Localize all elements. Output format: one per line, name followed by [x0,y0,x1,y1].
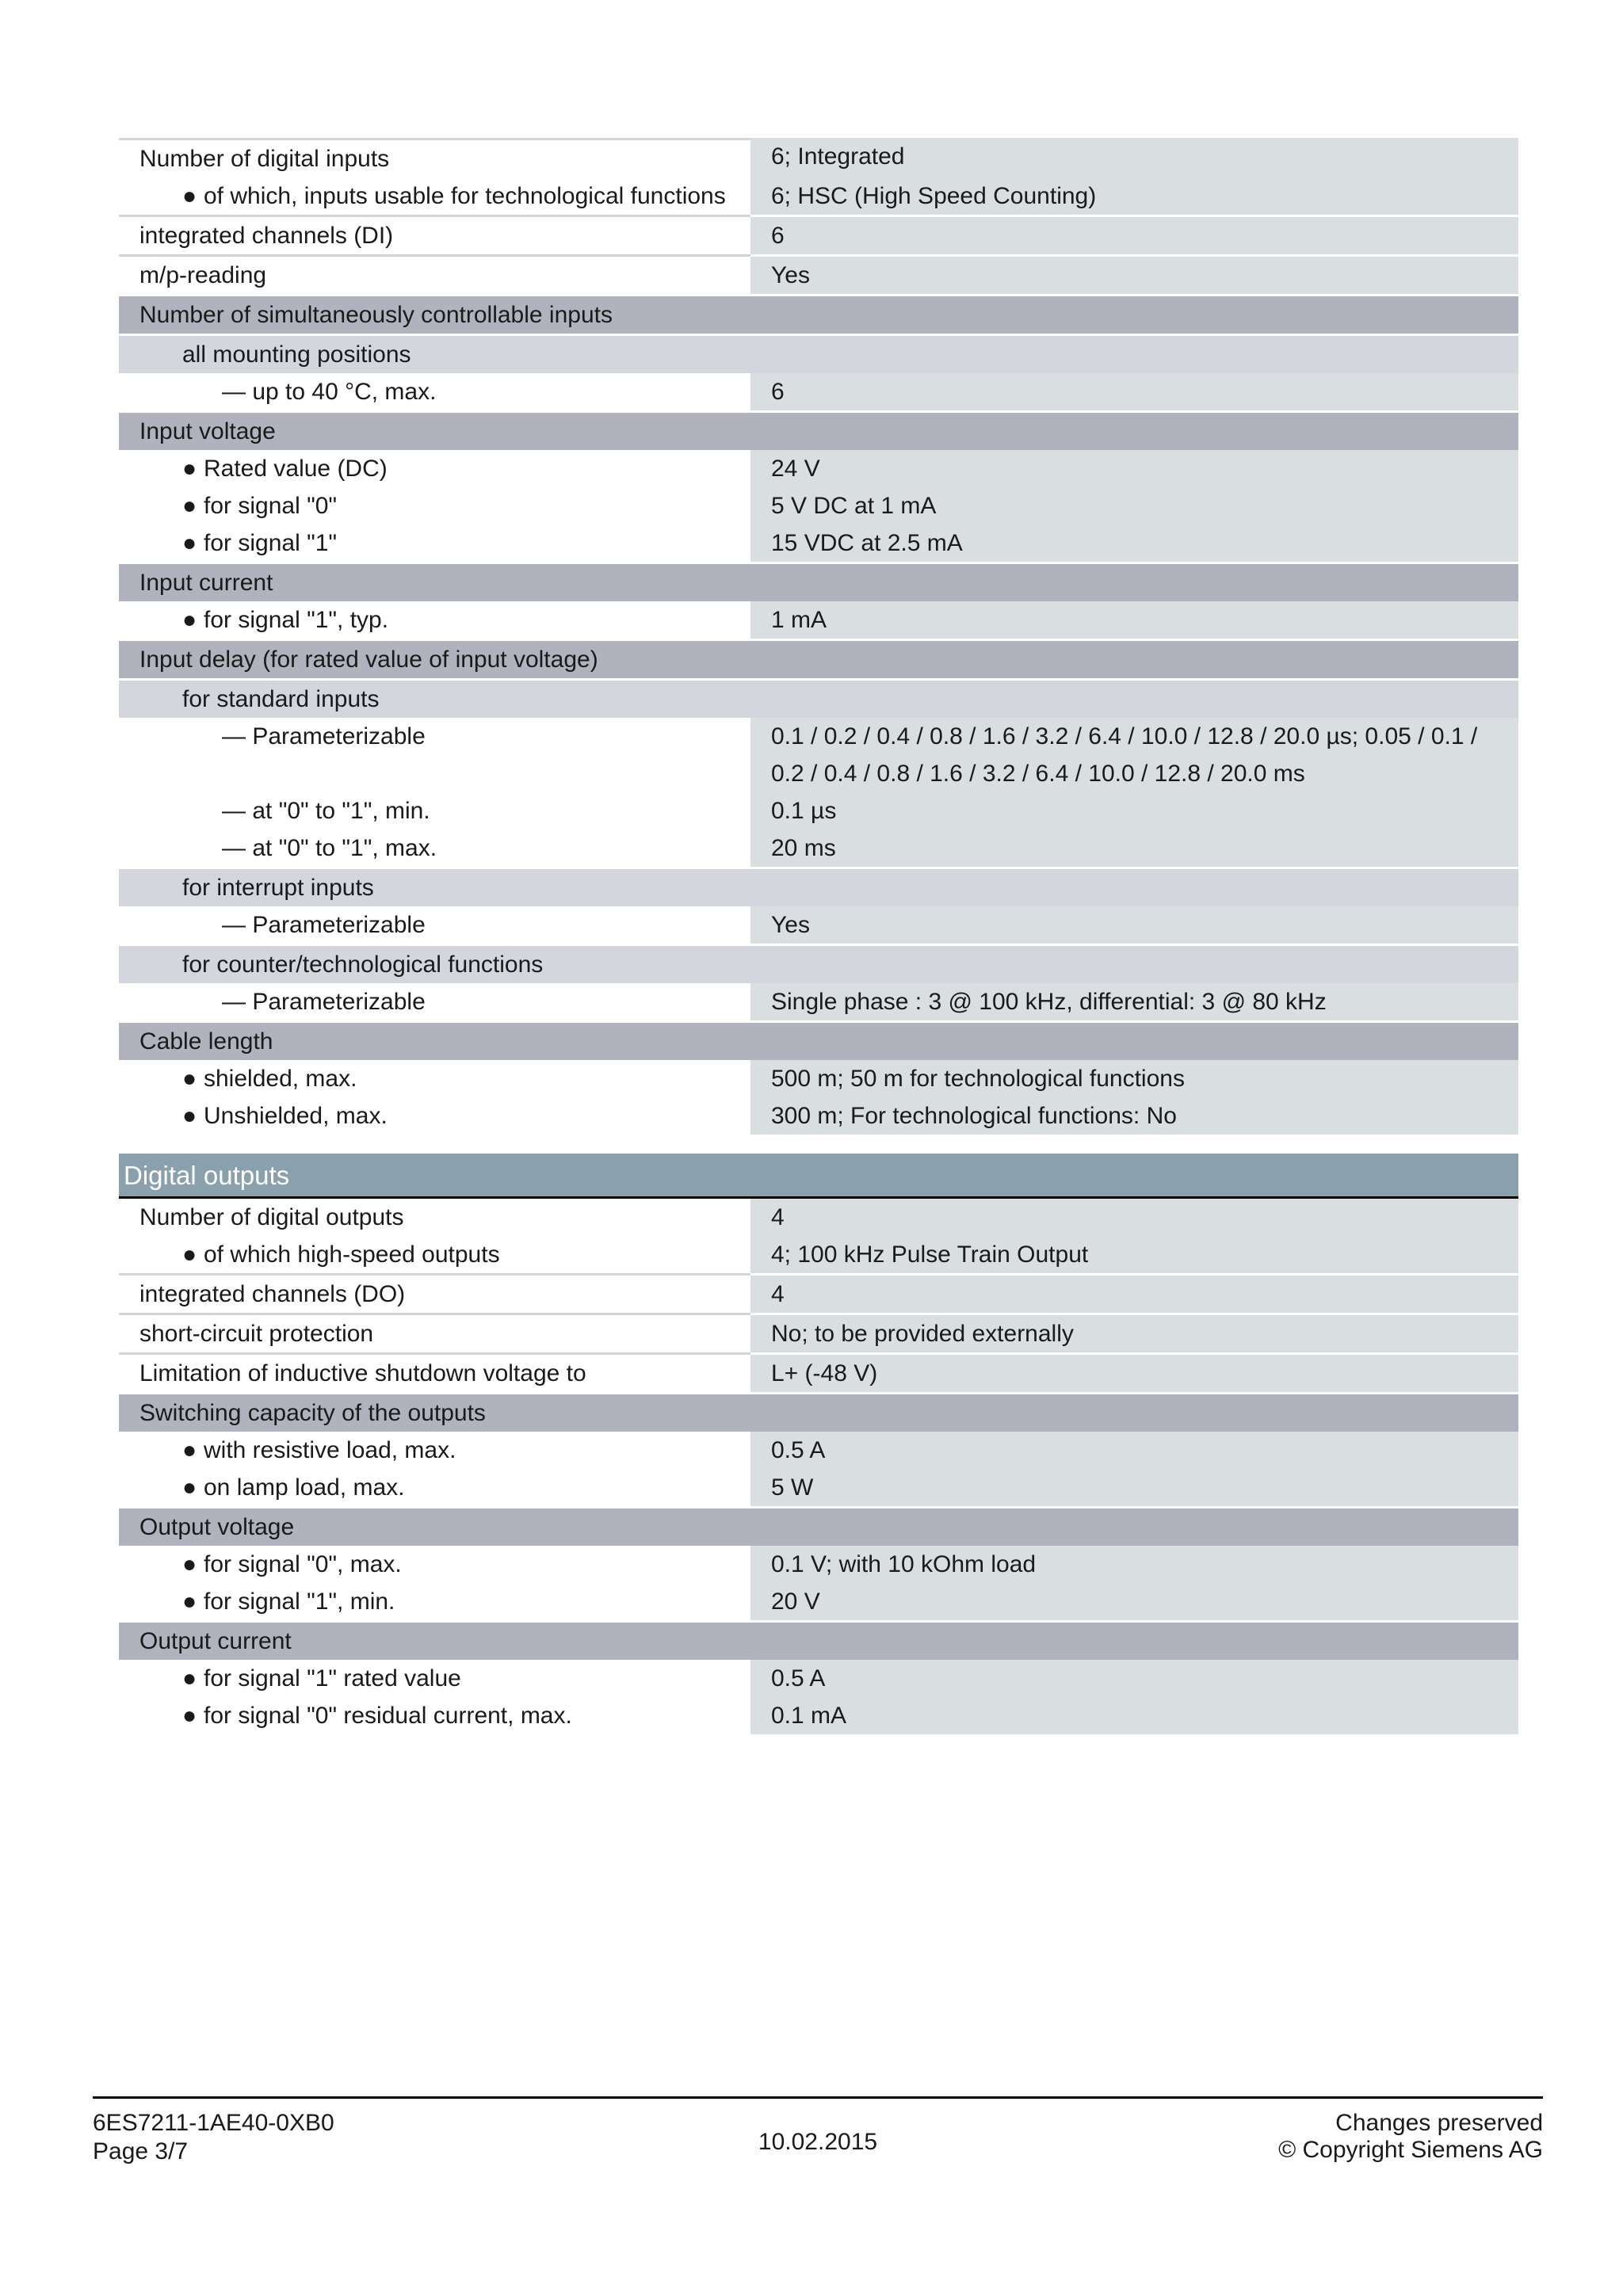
group-header-label: Output current [139,1628,292,1654]
spec-value: 500 m; 50 m for technological functions [750,1060,1518,1097]
spec-label: Number of digital inputs [119,138,750,177]
spec-label: m/p-reading [119,254,750,294]
spec-label: Number of digital outputs [139,1204,404,1230]
subgroup-header [119,944,1518,983]
bullet-icon: ● [182,1665,197,1691]
spec-value: 4 [750,1273,1518,1313]
group-header [119,1620,1518,1660]
group-header-label: Input delay (for rated value of input voltage) [139,646,598,673]
spec-label: for signal "0", max. [204,1551,402,1577]
group-header [119,410,1518,450]
group-header [119,1392,1518,1432]
spec-value: No; to be provided externally [750,1313,1518,1352]
spec-label: — at "0" to "1", min. [222,798,430,824]
page-number: Page 3/7 [93,2138,189,2164]
spec-row [119,718,1518,792]
article-number: 6ES7211-1AE40-0XB0 [93,2110,334,2136]
spec-value: 0.1 µs [750,792,1518,830]
spec-row [119,524,1518,562]
document-date: 10.02.2015 [758,2129,878,2155]
group-header [119,639,1518,678]
group-header [119,1506,1518,1546]
changes-note: Changes preserved [1335,2110,1543,2136]
spec-label: shielded, max. [204,1066,357,1092]
spec-value: 6; HSC (High Speed Counting) [750,177,1518,215]
spec-table [119,138,1518,1734]
bullet-icon: ● [182,1703,197,1729]
spec-row [119,1313,1518,1352]
spec-label: with resistive load, max. [204,1437,456,1463]
spec-value: 4 [750,1199,1518,1236]
subgroup-header-label: for counter/technological functions [182,952,544,978]
spec-row [119,1432,1518,1469]
spec-label: — Parameterizable [222,989,426,1015]
section-title-digital-outputs: Digital outputs [119,1154,1518,1199]
spec-row [119,1236,1518,1273]
spec-label: short-circuit protection [119,1313,750,1352]
spec-value: 6; Integrated [750,138,1518,177]
spec-row [119,830,1518,867]
spec-value: 6 [750,215,1518,254]
bullet-icon: ● [182,1066,197,1092]
spec-label: on lamp load, max. [204,1474,405,1501]
spec-value: 15 VDC at 2.5 mA [750,524,1518,562]
bullet-icon: ● [182,1474,197,1501]
spec-row [119,1060,1518,1097]
spec-label: for signal "1" [204,530,338,556]
spec-label: for signal "1", min. [204,1589,395,1615]
spec-row [119,373,1518,410]
group-header-label: Output voltage [139,1514,295,1540]
spec-row [119,1199,1518,1236]
group-header-label: Input voltage [139,418,276,444]
group-header [119,1020,1518,1060]
spec-row [119,487,1518,524]
spec-row [119,1352,1518,1392]
group-header-label: Input current [139,570,273,596]
spec-value: 20 ms [750,830,1518,867]
spec-row [119,1583,1518,1620]
spec-row [119,177,1518,215]
subgroup-header-label: for interrupt inputs [182,875,374,901]
spec-row [119,601,1518,639]
spec-label: for signal "0" residual current, max. [204,1703,572,1729]
bullet-icon: ● [182,456,197,482]
page-footer [93,2096,1543,2164]
spec-value: 24 V [750,450,1518,487]
spec-value: L+ (-48 V) [750,1352,1518,1392]
spec-value: 6 [750,373,1518,410]
spec-value: 5 W [750,1469,1518,1506]
spec-row [119,254,1518,294]
bullet-icon: ● [182,530,197,556]
spec-value: 0.1 V; with 10 kOhm load [750,1546,1518,1583]
bullet-icon: ● [182,183,197,209]
spec-label: Limitation of inductive shutdown voltage to [119,1352,750,1392]
spec-label: for signal "0" [204,493,338,519]
spec-value: 0.1 / 0.2 / 0.4 / 0.8 / 1.6 / 3.2 / 6.4 / 10.0 / 12.8 / 20.0 µs; 0.05 / 0.1 / 0.2 / 0.4 / 0.8 / 1.6 / 3.2 / 6.4 / 10.0 / 12.8 / 20.0 ms [750,718,1518,792]
spec-label: integrated channels (DO) [119,1273,750,1313]
spec-row [119,1273,1518,1313]
spec-value: 4; 100 kHz Pulse Train Output [750,1236,1518,1273]
spec-value: 0.1 mA [750,1697,1518,1734]
spec-row [119,792,1518,830]
spec-label: — up to 40 °C, max. [222,379,437,405]
bullet-icon: ● [182,1551,197,1577]
spec-row [119,450,1518,487]
spec-value: 5 V DC at 1 mA [750,487,1518,524]
bullet-icon: ● [182,607,197,633]
spec-row [119,1697,1518,1734]
copyright-note: © Copyright Siemens AG [1278,2137,1543,2163]
spec-row [119,1097,1518,1135]
subgroup-header-label: all mounting positions [182,341,411,368]
group-header [119,294,1518,334]
subgroup-header [119,678,1518,718]
spec-value: Yes [750,254,1518,294]
spec-label: — at "0" to "1", max. [222,835,437,861]
spec-label: integrated channels (DI) [119,215,750,254]
bullet-icon: ● [182,1589,197,1615]
group-header-label: Switching capacity of the outputs [139,1400,486,1426]
spec-label: of which high-speed outputs [204,1241,500,1268]
spec-row [119,138,1518,177]
bullet-icon: ● [182,1103,197,1129]
spec-row [119,983,1518,1020]
spec-label: for signal "1", typ. [204,607,389,633]
spec-row [119,215,1518,254]
bullet-icon: ● [182,493,197,519]
spec-value: 0.5 A [750,1432,1518,1469]
spec-value: 300 m; For technological functions: No [750,1097,1518,1135]
spec-label: Rated value (DC) [204,456,388,482]
spec-label: of which, inputs usable for technological functions [204,183,726,209]
spec-label: — Parameterizable [222,723,426,749]
spec-label: — Parameterizable [222,912,426,938]
spec-value: 1 mA [750,601,1518,639]
spec-row [119,906,1518,944]
spec-value: 20 V [750,1583,1518,1620]
spec-row [119,1546,1518,1583]
bullet-icon: ● [182,1241,197,1268]
spec-label: for signal "1" rated value [204,1665,461,1691]
subgroup-header [119,867,1518,906]
group-header-label: Cable length [139,1028,273,1055]
subgroup-header-label: for standard inputs [182,686,380,712]
spec-row [119,1660,1518,1697]
spec-row [119,1469,1518,1506]
spec-value: 0.5 A [750,1660,1518,1697]
bullet-icon: ● [182,1437,197,1463]
spec-label: Unshielded, max. [204,1103,388,1129]
group-header [119,562,1518,601]
subgroup-header [119,334,1518,373]
group-header-label: Number of simultaneously controllable inputs [139,302,613,328]
spec-value: Single phase : 3 @ 100 kHz, differential: 3 @ 80 kHz [750,983,1518,1020]
spec-value: Yes [750,906,1518,944]
